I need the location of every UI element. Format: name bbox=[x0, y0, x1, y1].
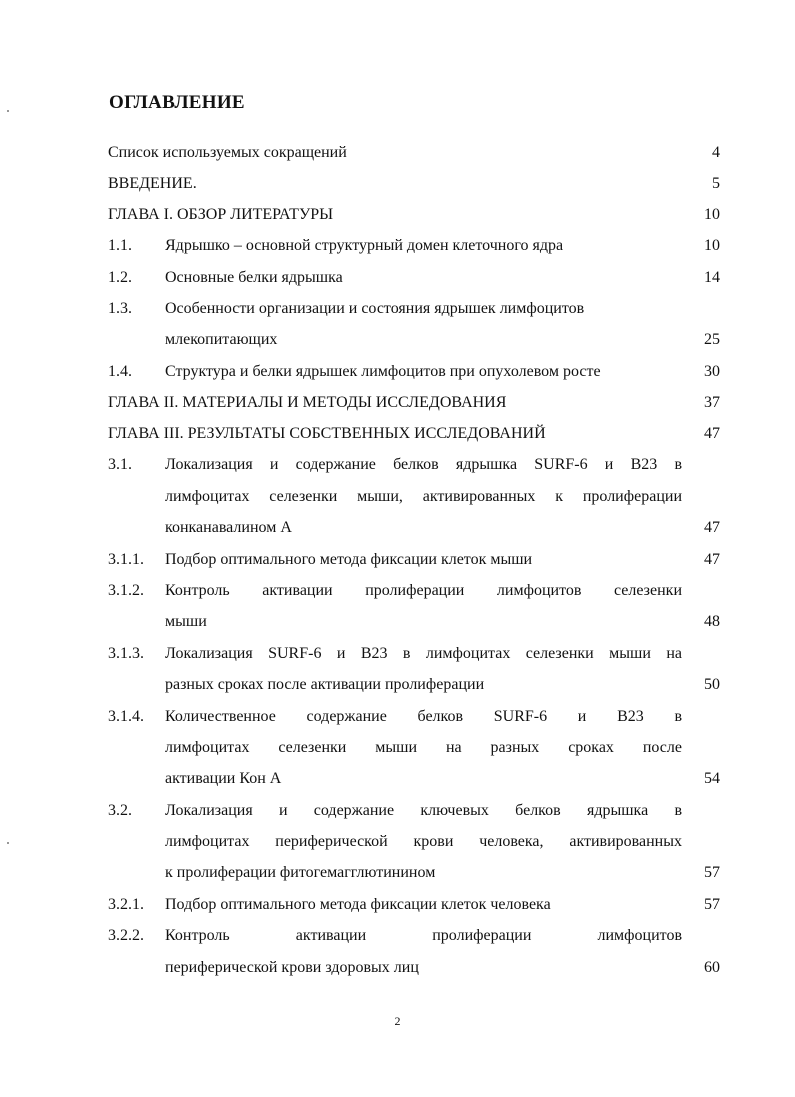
toc-entry-text: Особенности организации и состояния ядрышек лимфоцитов bbox=[165, 300, 585, 317]
toc-entry bbox=[108, 889, 720, 920]
toc-entry-number: 3.1.3. bbox=[108, 645, 144, 662]
scan-speck bbox=[7, 110, 9, 112]
toc-entry-text: периферической крови здоровых лиц bbox=[165, 959, 419, 976]
toc-entry bbox=[108, 512, 720, 543]
toc-entry-page: 47 bbox=[704, 425, 720, 442]
toc-entry bbox=[108, 701, 720, 732]
toc-entry-number: 1.1. bbox=[108, 237, 132, 254]
toc-entry bbox=[108, 262, 720, 293]
toc-entry-text: разных сроках после активации пролиферации bbox=[165, 676, 485, 693]
toc-entry bbox=[108, 920, 720, 951]
toc-entry-page: 14 bbox=[704, 269, 720, 286]
toc-entry-text: млекопитающих bbox=[165, 331, 278, 348]
toc-entry-text: к пролиферации фитогемагглютинином bbox=[165, 864, 436, 881]
toc-entry bbox=[108, 575, 720, 606]
toc-entry bbox=[108, 418, 720, 449]
toc-entry-number: 3.1.4. bbox=[108, 708, 144, 725]
toc-entry bbox=[108, 795, 720, 826]
toc-entry bbox=[108, 324, 720, 355]
toc-entry bbox=[108, 763, 720, 794]
toc-entry-text: активации Кон А bbox=[165, 770, 282, 787]
toc-entry bbox=[108, 669, 720, 700]
toc-entry bbox=[108, 230, 720, 261]
toc-entry-page: 37 bbox=[704, 394, 720, 411]
toc-entry-text: ГЛАВА II. МАТЕРИАЛЫ И МЕТОДЫ ИССЛЕДОВАНИЯ bbox=[108, 394, 507, 411]
toc-entry-page: 30 bbox=[704, 363, 720, 380]
toc-entry-page: 10 bbox=[704, 237, 720, 254]
toc-entry bbox=[108, 199, 720, 230]
toc-entry bbox=[108, 952, 720, 983]
toc-entry-text: Подбор оптимального метода фиксации клеток мыши bbox=[165, 551, 533, 568]
toc-entry-number: 1.3. bbox=[108, 300, 132, 317]
toc-entry-page: 10 bbox=[704, 206, 720, 223]
toc-entry-text: Контроль активации пролиферации лимфоцитов селезенки bbox=[165, 582, 682, 599]
toc-entry bbox=[108, 137, 720, 168]
toc-entry bbox=[108, 387, 720, 418]
toc-entry-page: 50 bbox=[704, 676, 720, 693]
toc-entry-number: 3.1. bbox=[108, 456, 132, 473]
toc-entry-text: ГЛАВА III. РЕЗУЛЬТАТЫ СОБСТВЕННЫХ ИССЛЕДОВАНИЙ bbox=[108, 425, 546, 442]
toc-entry-text: Локализация и содержание ключевых белков ядрышка в bbox=[165, 802, 682, 819]
toc-entry-number: 3.1.2. bbox=[108, 582, 144, 599]
toc-entry-text: мыши bbox=[165, 613, 207, 630]
toc-entry-text: Локализация SURF-6 и B23 в лимфоцитах селезенки мыши на bbox=[165, 645, 682, 662]
toc-entry-text: конканавалином А bbox=[165, 519, 292, 536]
toc-entry bbox=[108, 826, 720, 857]
toc-entry-text: Структура и белки ядрышек лимфоцитов при опухолевом росте bbox=[165, 363, 601, 380]
toc-entry bbox=[108, 857, 720, 888]
toc-entry-text: Основные белки ядрышка bbox=[165, 269, 343, 286]
toc-entry-text: ГЛАВА I. ОБЗОР ЛИТЕРАТУРЫ bbox=[108, 206, 334, 223]
toc-entry-page: 60 bbox=[704, 959, 720, 976]
toc-entry-number: 3.1.1. bbox=[108, 551, 144, 568]
scan-speck bbox=[7, 842, 9, 844]
toc-entry bbox=[108, 168, 720, 199]
toc-entry bbox=[108, 449, 720, 480]
toc-entry-text: ВВЕДЕНИЕ. bbox=[108, 175, 197, 192]
toc-entry bbox=[108, 544, 720, 575]
toc-entry-page: 54 bbox=[704, 770, 720, 787]
toc-entry-number: 3.2. bbox=[108, 802, 132, 819]
page-title: ОГЛАВЛЕНИЕ bbox=[109, 92, 245, 113]
toc-entry-number: 3.2.1. bbox=[108, 896, 144, 913]
toc-entry-text: Ядрышко – основной структурный домен клеточного ядра bbox=[165, 237, 564, 254]
toc-entry-page: 4 bbox=[712, 144, 720, 161]
toc-entry bbox=[108, 481, 720, 512]
page-number: 2 bbox=[394, 1014, 401, 1028]
toc-entry-text: Подбор оптимального метода фиксации клеток человека bbox=[165, 896, 551, 913]
toc-entry-number: 1.2. bbox=[108, 269, 132, 286]
toc-entry-page: 47 bbox=[704, 519, 720, 536]
toc-entry-text: Контроль активации пролиферации лимфоцитов bbox=[165, 927, 682, 944]
toc-entry-page: 5 bbox=[712, 175, 720, 192]
toc-entry-text: лимфоцитах селезенки мыши на разных сроках после bbox=[165, 739, 682, 756]
toc-entry-page: 57 bbox=[704, 896, 720, 913]
toc-entry bbox=[108, 638, 720, 669]
toc-entry-page: 25 bbox=[704, 331, 720, 348]
toc-entry bbox=[108, 293, 720, 324]
toc-entry bbox=[108, 606, 720, 637]
toc-entry-text: Количественное содержание белков SURF-6 и B23 в bbox=[165, 708, 682, 725]
toc-entry-page: 57 bbox=[704, 864, 720, 881]
toc-entry-page: 47 bbox=[704, 551, 720, 568]
toc-entry-text: лимфоцитах периферической крови человека, активированных bbox=[165, 833, 682, 850]
toc-entry-number: 3.2.2. bbox=[108, 927, 144, 944]
toc-entry-text: Локализация и содержание белков ядрышка SURF-6 и B23 в bbox=[165, 456, 682, 473]
toc-entry-number: 1.4. bbox=[108, 363, 132, 380]
toc-entry bbox=[108, 732, 720, 763]
toc-entry bbox=[108, 356, 720, 387]
toc-entry-page: 48 bbox=[704, 613, 720, 630]
toc-entry-text: Список используемых сокращений bbox=[108, 144, 347, 161]
toc-entry-text: лимфоцитах селезенки мыши, активированных к пролиферации bbox=[165, 488, 682, 505]
